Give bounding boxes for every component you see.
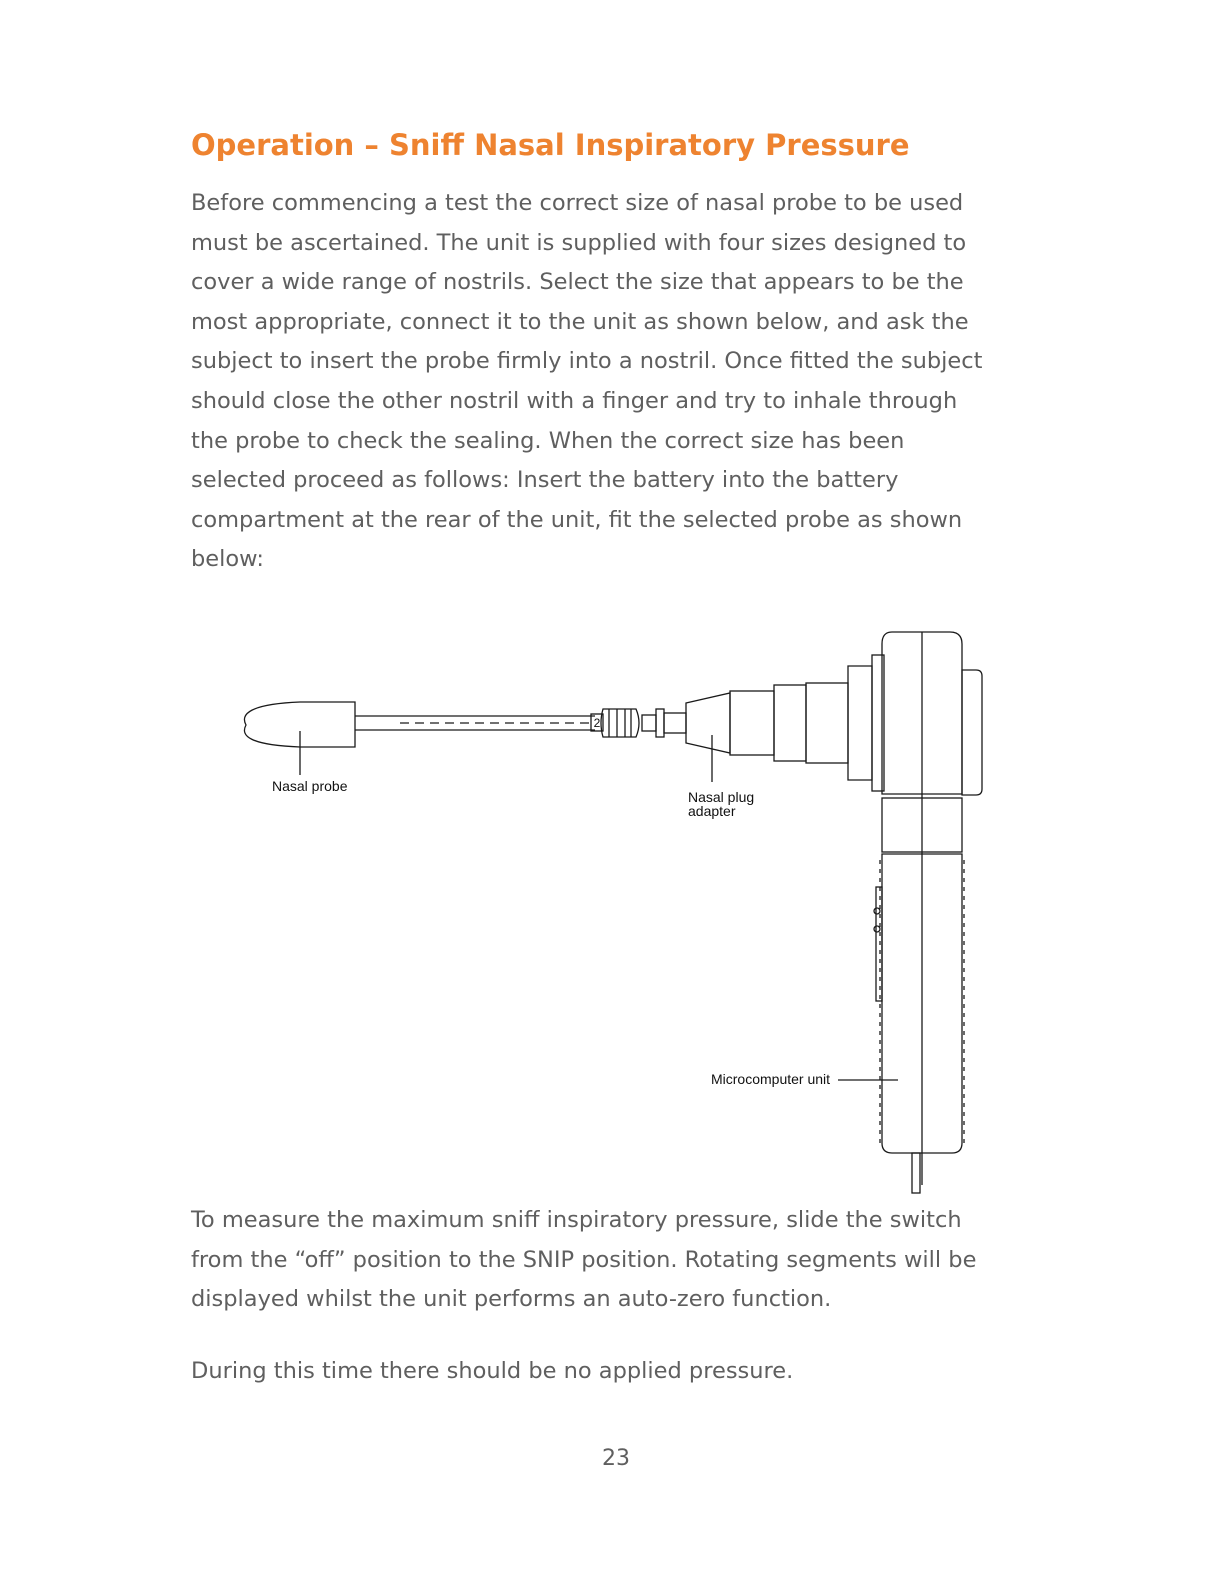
paragraph-line: displayed whilst the unit performs an auto-zero function. — [191, 1286, 832, 1313]
body-section — [774, 685, 806, 761]
paragraph-line: To measure the maximum sniff inspiratory pressure, slide the switch — [191, 1207, 962, 1233]
intro-paragraph — [191, 184, 1051, 580]
paragraph-line: During this time there should be no applied pressure. — [191, 1358, 794, 1384]
mount-section — [806, 683, 848, 763]
paragraph-line: selected proceed as follows: Insert the battery into the battery — [191, 467, 899, 494]
connector-number: 2 — [593, 716, 601, 730]
coupling-section — [730, 691, 774, 755]
paragraph-line: must be ascertained. The unit is supplied with four sizes designed to — [191, 229, 967, 256]
paragraph-line: cover a wide range of nostrils. Select the size that appears to be the — [191, 269, 964, 296]
paragraph-line: the probe to check the sealing. When the correct size has been — [191, 427, 905, 454]
paragraph-line: most appropriate, connect it to the unit as shown below, and ask the — [191, 308, 969, 335]
nasal-plug-adapter — [686, 693, 730, 753]
no-pressure-note — [191, 1352, 1051, 1392]
paragraph-line: below: — [191, 546, 264, 573]
switch-marker-2 — [874, 926, 880, 932]
mount-flange — [848, 666, 872, 780]
switch-marker-1 — [874, 908, 880, 914]
paragraph-line: from the “off” position to the SNIP position. Rotating segments will be — [191, 1246, 977, 1273]
paragraph-line: Before commencing a test the correct size of nasal probe to be used — [191, 190, 964, 216]
side-knob — [962, 670, 982, 795]
device-line-drawing — [240, 625, 1000, 1200]
connector-stub — [642, 715, 656, 731]
snip-instructions-paragraph — [191, 1201, 1051, 1320]
nasal-plug-label-line1: Nasal plug — [688, 789, 755, 805]
side-switch — [876, 887, 882, 1001]
device-diagram — [240, 625, 1000, 1200]
nasal-plug-label-line2: adapter — [688, 803, 736, 819]
paragraph-line: compartment at the rear of the unit, fit the selected probe as shown — [191, 506, 963, 533]
paragraph-line: subject to insert the probe firmly into a nostril. Once fitted the subject — [191, 348, 983, 375]
adapter-ring — [656, 709, 664, 737]
page-heading: Operation – Sniff Nasal Inspiratory Pressure — [191, 128, 910, 162]
paragraph-line: should close the other nostril with a finger and try to inhale through — [191, 387, 958, 414]
unit-bottom-stem — [912, 1153, 920, 1193]
knurled-nut — [601, 709, 639, 737]
page-number: 23 — [602, 1446, 630, 1471]
nasal-probe-label: Nasal probe — [272, 778, 348, 794]
adapter-neck — [664, 713, 686, 733]
microcomputer-unit-label: Microcomputer unit — [711, 1071, 831, 1087]
